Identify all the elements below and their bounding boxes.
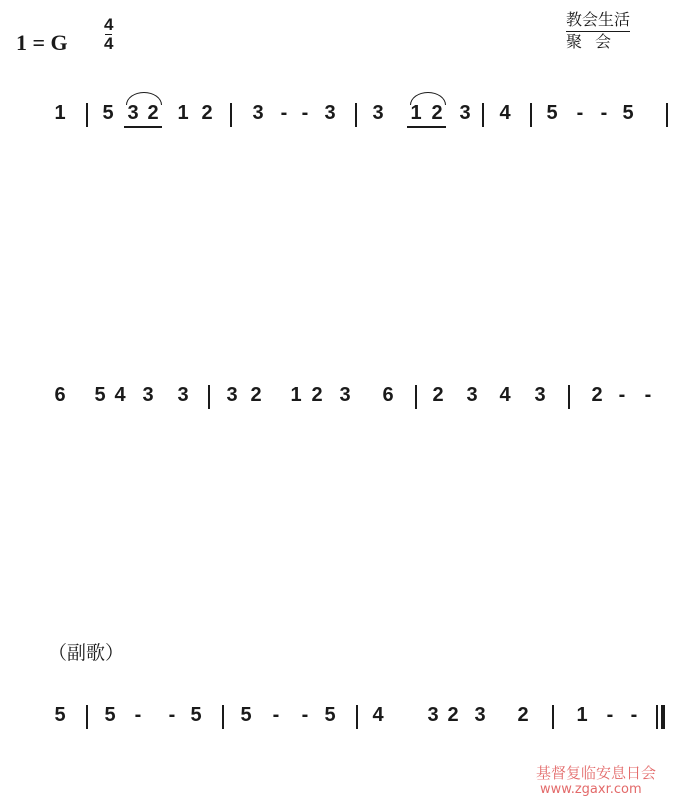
note: 2 xyxy=(591,384,603,406)
note: - xyxy=(600,102,608,124)
note: - xyxy=(644,384,652,406)
watermark-url: www.zgaxr.com xyxy=(540,782,642,797)
note: - xyxy=(134,704,142,726)
note: 4 xyxy=(372,704,384,726)
note: 2 xyxy=(311,384,323,406)
bar-line xyxy=(86,103,88,127)
note: - xyxy=(576,102,584,124)
bar-line xyxy=(666,103,668,127)
beam-underline xyxy=(124,126,162,128)
bar-line xyxy=(356,705,358,729)
time-signature xyxy=(104,16,113,53)
note: 3 xyxy=(474,704,486,726)
note: - xyxy=(630,704,638,726)
note: 3 xyxy=(466,384,478,406)
note: 2 xyxy=(147,102,159,124)
bar-line xyxy=(530,103,532,127)
final-barline-thin xyxy=(656,705,658,729)
time-signature-bottom: 4 xyxy=(104,34,114,53)
note: 2 xyxy=(431,102,443,124)
note: 1 xyxy=(410,102,422,124)
note: 4 xyxy=(499,102,511,124)
note: 3 xyxy=(324,102,336,124)
chorus-label: （副歌） xyxy=(48,642,125,664)
bar-line xyxy=(222,705,224,729)
bar-line xyxy=(230,103,232,127)
key-signature: 1 = G xyxy=(16,30,68,55)
note: 2 xyxy=(517,704,529,726)
bar-line xyxy=(568,385,570,409)
note: 3 xyxy=(339,384,351,406)
note: 5 xyxy=(622,102,634,124)
notation-system-chorus xyxy=(0,704,678,734)
slur-tie xyxy=(126,92,162,105)
note: 3 xyxy=(372,102,384,124)
note: 5 xyxy=(546,102,558,124)
note: 1 xyxy=(576,704,588,726)
note: 5 xyxy=(102,102,114,124)
note: 3 xyxy=(177,384,189,406)
note: 3 xyxy=(459,102,471,124)
note: 5 xyxy=(94,384,106,406)
note: 3 xyxy=(534,384,546,406)
watermark: 基督复临安息日会 xyxy=(536,764,657,782)
note: 1 xyxy=(177,102,189,124)
bar-line xyxy=(355,103,357,127)
source-line-1: 教会生活 xyxy=(566,10,630,32)
bar-line xyxy=(86,705,88,729)
bar-line xyxy=(552,705,554,729)
note: - xyxy=(618,384,626,406)
source-info xyxy=(566,10,630,52)
note: 3 xyxy=(226,384,238,406)
source-line-2: 聚会 xyxy=(566,32,625,51)
bar-line xyxy=(208,385,210,409)
note: 2 xyxy=(250,384,262,406)
bar-line xyxy=(415,385,417,409)
note: - xyxy=(606,704,614,726)
note: - xyxy=(272,704,280,726)
note: 5 xyxy=(240,704,252,726)
note: 5 xyxy=(104,704,116,726)
note: 4 xyxy=(499,384,511,406)
note: - xyxy=(168,704,176,726)
note: 5 xyxy=(190,704,202,726)
note: 5 xyxy=(324,704,336,726)
note: 3 xyxy=(252,102,264,124)
notation-system-2 xyxy=(0,384,678,414)
note: 3 xyxy=(127,102,139,124)
note: 3 xyxy=(142,384,154,406)
final-barline-thick xyxy=(661,705,665,729)
note: - xyxy=(301,704,309,726)
note: 2 xyxy=(201,102,213,124)
note: 6 xyxy=(54,384,66,406)
time-signature-top: 4 xyxy=(104,15,114,34)
bar-line xyxy=(482,103,484,127)
note: 6 xyxy=(382,384,394,406)
note: 2 xyxy=(447,704,459,726)
note: - xyxy=(280,102,288,124)
note: 5 xyxy=(54,704,66,726)
note: 3 xyxy=(427,704,439,726)
beam-underline xyxy=(407,126,446,128)
note: 4 xyxy=(114,384,126,406)
note: 1 xyxy=(290,384,302,406)
note: - xyxy=(301,102,309,124)
notation-system-1 xyxy=(0,102,678,132)
slur-tie xyxy=(410,92,446,105)
note: 2 xyxy=(432,384,444,406)
note: 1 xyxy=(54,102,66,124)
